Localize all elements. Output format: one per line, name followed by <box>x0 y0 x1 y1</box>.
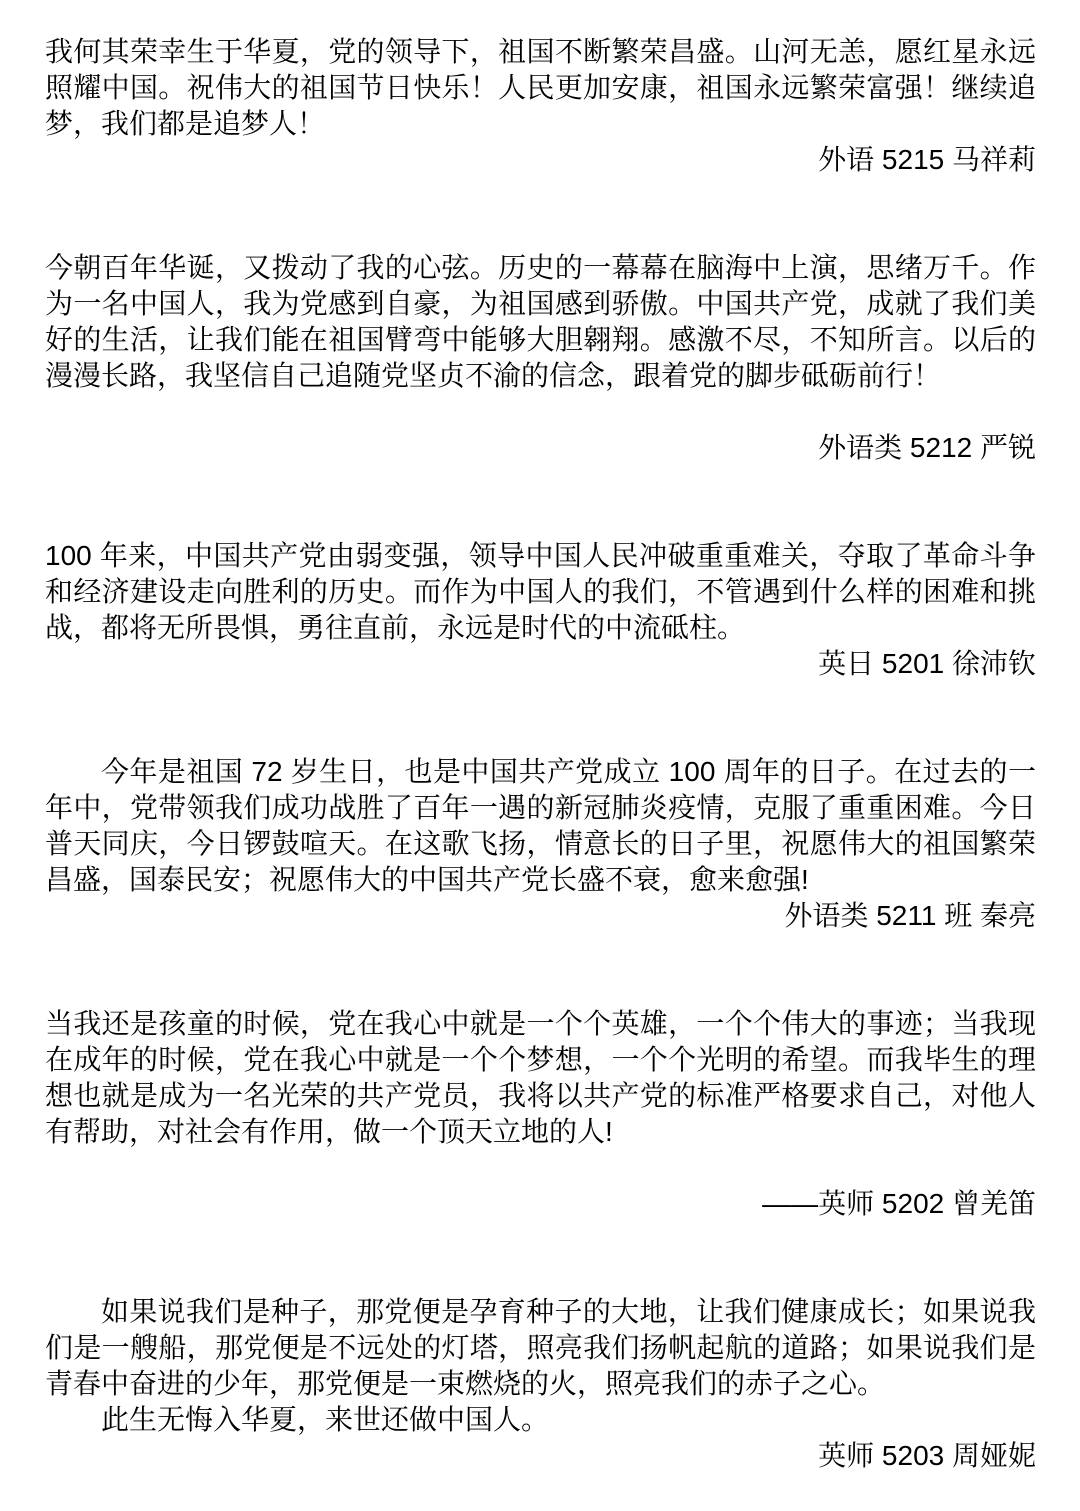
message-text: 如果说我们是种子，那党便是孕育种子的大地，让我们健康成长；如果说我们是一艘船，那党便是不远处的灯塔，照亮我们扬帆起航的道路；如果说我们是青春中奋进的少年，那党便是一束燃烧的火，照亮我们的赤子之心。 <box>45 1296 1036 1399</box>
attribution: 外语类 5211 班 秦亮 <box>784 900 1036 931</box>
message-text: 100 年来，中国共产党由弱变强，领导中国人民冲破重重难关，夺取了革命斗争和经济建设走向胜利的历史。而作为中国人的我们，不管遇到什么样的困难和挑战，都将无所畏惧，勇往直前，永远是时代的中流砥柱。 <box>45 540 1036 643</box>
message-entry <box>45 34 1036 178</box>
message-text: 今朝百年华诞，又拨动了我的心弦。历史的一幕幕在脑海中上演，思绪万千。作为一名中国人，我为党感到自豪，为祖国感到骄傲。中国共产党，成就了我们美好的生活，让我们能在祖国臂弯中能够大胆翱翔。感激不尽，不知所言。以后的漫漫长路，我坚信自己追随党坚贞不渝的信念，跟着党的脚步砥砺前行！ <box>45 252 1036 391</box>
message-text: 今年是祖国 72 岁生日，也是中国共产党成立 100 周年的日子。在过去的一年中，党带领我们成功战胜了百年一遇的新冠肺炎疫情，克服了重重困难。今日普天同庆，今日锣鼓喧天。在这歌飞扬，情意长的日子里，祝愿伟大的祖国繁荣昌盛，国泰民安；祝愿伟大的中国共产党长盛不衰，愈来愈强! <box>45 756 1036 895</box>
message-entry <box>45 1294 1036 1474</box>
attribution: 英日 5201 徐沛钦 <box>818 648 1036 679</box>
message-text: 我何其荣幸生于华夏，党的领导下，祖国不断繁荣昌盛。山河无恙，愿红星永远照耀中国。祝伟大的祖国节日快乐！人民更加安康，祖国永远繁荣富强！继续追梦，我们都是追梦人！ <box>45 36 1036 139</box>
attribution: 英师 5203 周娅妮 <box>818 1440 1036 1471</box>
attribution: ——英师 5202 曾羌笛 <box>762 1188 1036 1219</box>
message-entry <box>45 1006 1036 1222</box>
message-text: 此生无悔入华夏，来世还做中国人。 <box>101 1404 550 1435</box>
attribution: 外语类 5212 严锐 <box>818 432 1036 463</box>
attribution: 外语 5215 马祥莉 <box>818 144 1036 175</box>
message-entry <box>45 538 1036 682</box>
message-text: 当我还是孩童的时候，党在我心中就是一个个英雄，一个个伟大的事迹；当我现在成年的时候，党在我心中就是一个个梦想，一个个光明的希望。而我毕生的理想也就是成为一名光荣的共产党员，我将以共产党的标准严格要求自己，对他人有帮助，对社会有作用，做一个顶天立地的人! <box>45 1008 1036 1147</box>
message-entry <box>45 754 1036 934</box>
message-entry <box>45 250 1036 466</box>
